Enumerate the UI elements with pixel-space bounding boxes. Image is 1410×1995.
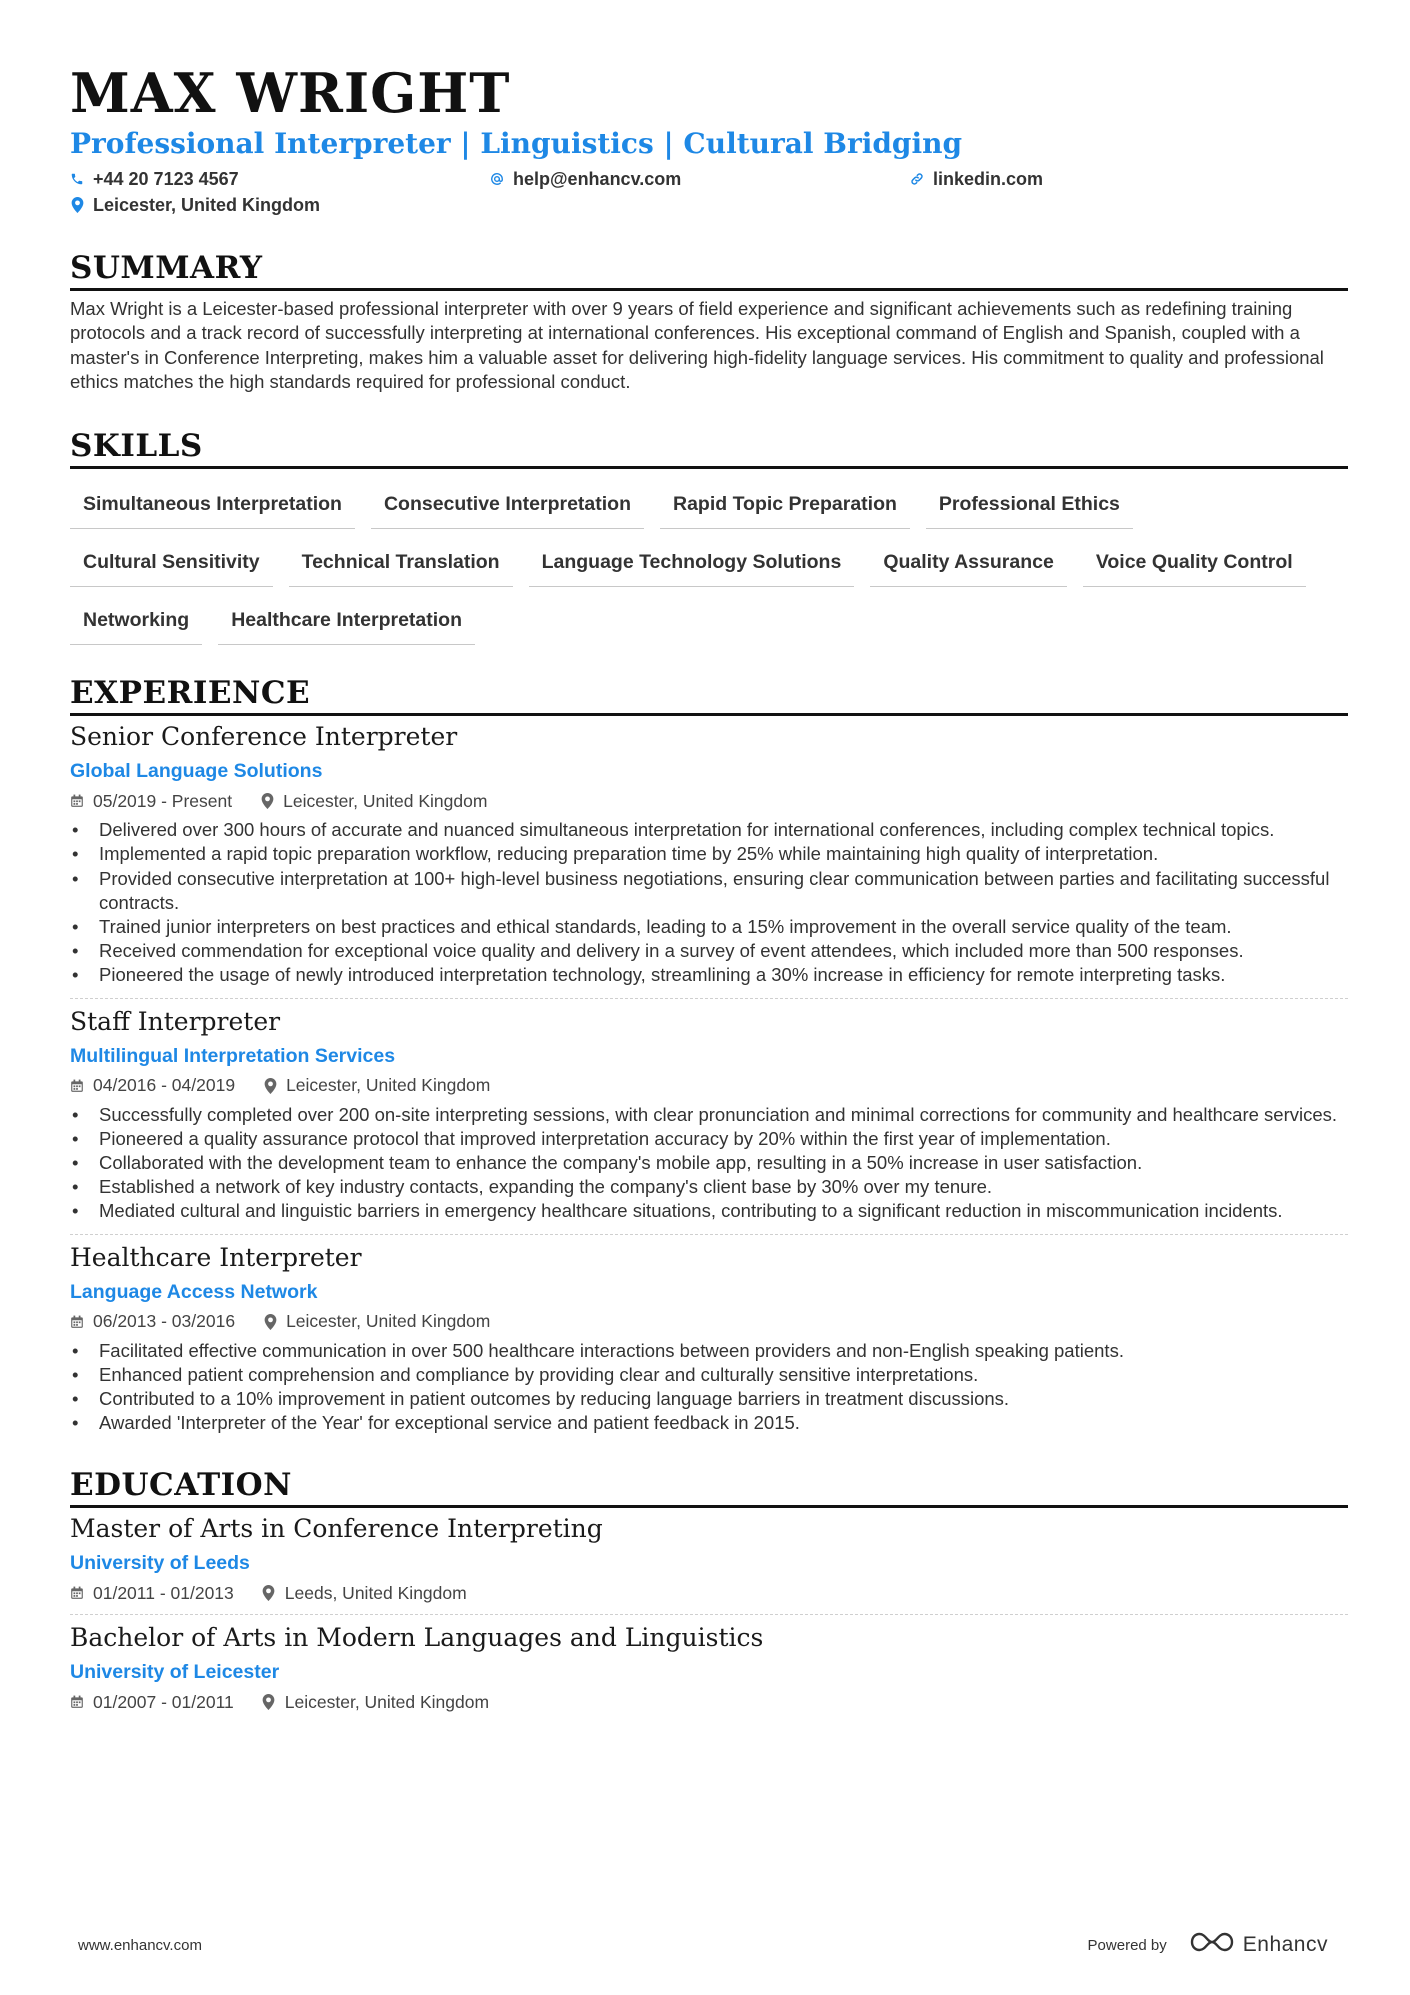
- skill-tag: Professional Ethics: [926, 483, 1133, 529]
- skills-section: [70, 426, 1348, 645]
- job-bullet: • Enhanced patient comprehension and compliance by providing clear and culturally sensitive interpretations.: [70, 1363, 1348, 1387]
- education-dates-text: 01/2011 - 01/2013: [93, 1582, 234, 1603]
- calendar-icon: [70, 1315, 84, 1329]
- job-bullets: [70, 818, 1348, 987]
- job-dates: [70, 1311, 235, 1332]
- job-meta: [70, 1311, 1348, 1333]
- skill-tag: Cultural Sensitivity: [70, 541, 273, 587]
- education-degree: Bachelor of Arts in Modern Languages and Linguistics: [70, 1623, 764, 1653]
- experience-heading: EXPERIENCE: [70, 673, 1348, 716]
- job-meta: [70, 790, 1348, 812]
- education-degree: Master of Arts in Conference Interpreting: [70, 1514, 603, 1544]
- calendar-icon: [70, 794, 84, 808]
- job-bullet: • Facilitated effective communication in over 500 healthcare interactions between providers and non-English speaking patients.: [70, 1339, 1348, 1363]
- job-role: Senior Conference Interpreter: [70, 722, 458, 752]
- skills-list: [70, 483, 1348, 645]
- job-bullets: [70, 1103, 1348, 1224]
- skill-tag: Simultaneous Interpretation: [70, 483, 355, 529]
- job-bullet: • Received commendation for exceptional voice quality and delivery in a survey of event attendees, which included more than 500 responses.: [70, 939, 1348, 963]
- contact-row-2: [70, 192, 1348, 218]
- skill-tag: Healthcare Interpretation: [218, 599, 475, 645]
- education-dates: [70, 1583, 234, 1604]
- job-bullet: • Collaborated with the development team to enhance the company's mobile app, resulting in a 50% increase in user satisfaction.: [70, 1151, 1348, 1175]
- phone-text[interactable]: +44 20 7123 4567: [93, 168, 239, 189]
- resume-page: [70, 0, 1348, 1713]
- job-location: [263, 1311, 490, 1332]
- job-role: Staff Interpreter: [70, 1006, 281, 1036]
- job-location: [260, 791, 487, 812]
- entry-divider: [70, 1234, 1348, 1235]
- education-location: [262, 1692, 489, 1713]
- contact-phone: [70, 169, 490, 190]
- contact-location: [70, 195, 320, 216]
- calendar-icon: [70, 1079, 84, 1093]
- skill-tag: Quality Assurance: [870, 541, 1067, 587]
- job-dates-text: 04/2016 - 04/2019: [93, 1075, 236, 1096]
- skill-tag: Rapid Topic Preparation: [660, 483, 910, 529]
- job-entry: [70, 720, 1348, 987]
- education-meta: [70, 1691, 1348, 1713]
- education-location: [262, 1583, 467, 1604]
- job-company: Language Access Network: [70, 1280, 318, 1303]
- summary-heading: SUMMARY: [70, 248, 1348, 291]
- powered-by-label: Powered by: [1087, 1936, 1167, 1954]
- experience-section: [70, 673, 1348, 1435]
- location-pin-icon: [70, 198, 84, 212]
- job-company: Multilingual Interpretation Services: [70, 1044, 396, 1067]
- skill-tag: Technical Translation: [289, 541, 513, 587]
- skill-tag: Networking: [70, 599, 202, 645]
- job-bullet: • Pioneered a quality assurance protocol that improved interpretation accuracy by 20% within the first year of implementation.: [70, 1127, 1348, 1151]
- job-location-text: Leicester, United Kingdom: [286, 1075, 491, 1096]
- education-section: [70, 1465, 1348, 1713]
- job-location-text: Leicester, United Kingdom: [286, 1311, 491, 1332]
- job-bullet: • Trained junior interpreters on best practices and ethical standards, leading to a 15% improvement in the overall service quality of the team.: [70, 915, 1348, 939]
- contact-linkedin: [910, 169, 1043, 190]
- job-bullet: • Pioneered the usage of newly introduced interpretation technology, streamlining a 30% increase in efficiency for remote interpreting tasks.: [70, 963, 1348, 987]
- job-dates: [70, 1075, 235, 1096]
- page-footer: [78, 1930, 1328, 1960]
- skill-tag: Consecutive Interpretation: [371, 483, 644, 529]
- location-pin-icon: [260, 794, 274, 808]
- job-role: Healthcare Interpreter: [70, 1242, 362, 1272]
- location-pin-icon: [262, 1695, 276, 1709]
- entry-divider: [70, 1614, 1348, 1615]
- location-pin-icon: [262, 1586, 276, 1600]
- location-pin-icon: [263, 1315, 277, 1329]
- job-bullet: • Delivered over 300 hours of accurate and nuanced simultaneous interpretation for international conferences, including complex technical topics.: [70, 818, 1348, 842]
- job-entry: [70, 1005, 1348, 1224]
- footer-powered: [1088, 1930, 1328, 1960]
- enhancv-brand-text: Enhancv: [1242, 1933, 1328, 1956]
- education-entry: [70, 1512, 1348, 1604]
- job-bullet: • Provided consecutive interpretation at 100+ high-level business negotiations, ensuring clear communication between parties and facilitating successful contracts.: [70, 867, 1348, 915]
- contact-email: [490, 169, 910, 190]
- education-entry: [70, 1621, 1348, 1713]
- job-bullet: • Established a network of key industry contacts, expanding the company's client base by 30% over my tenure.: [70, 1175, 1348, 1199]
- education-school: University of Leicester: [70, 1661, 280, 1684]
- footer-website[interactable]: www.enhancv.com: [78, 1936, 202, 1954]
- at-icon: [490, 172, 504, 186]
- job-bullet: • Awarded 'Interpreter of the Year' for exceptional service and patient feedback in 2015.: [70, 1411, 1348, 1435]
- link-icon: [910, 172, 924, 186]
- skill-tag: Language Technology Solutions: [529, 541, 855, 587]
- location-text: Leicester, United Kingdom: [93, 194, 321, 215]
- job-location: [263, 1075, 490, 1096]
- enhancv-logo-icon: [1189, 1930, 1235, 1960]
- calendar-icon: [70, 1695, 84, 1709]
- entry-divider: [70, 998, 1348, 999]
- job-entry: [70, 1241, 1348, 1436]
- calendar-icon: [70, 1586, 84, 1600]
- location-pin-icon: [263, 1079, 277, 1093]
- contact-row: [70, 166, 1348, 192]
- job-company: Global Language Solutions: [70, 760, 323, 783]
- job-bullets: [70, 1339, 1348, 1436]
- linkedin-text[interactable]: linkedin.com: [933, 168, 1044, 189]
- candidate-headline: Professional Interpreter | Linguistics | Cultural Bridging: [70, 127, 963, 160]
- education-dates-text: 01/2007 - 01/2011: [93, 1691, 234, 1712]
- enhancv-logo[interactable]: [1189, 1930, 1328, 1960]
- job-dates-text: 05/2019 - Present: [93, 790, 233, 811]
- education-location-text: Leeds, United Kingdom: [284, 1582, 467, 1603]
- job-dates: [70, 791, 232, 812]
- summary-section: [70, 248, 1348, 394]
- skill-tag: Voice Quality Control: [1083, 541, 1306, 587]
- education-dates: [70, 1692, 234, 1713]
- job-location-text: Leicester, United Kingdom: [283, 790, 488, 811]
- skills-heading: SKILLS: [70, 426, 1348, 469]
- job-dates-text: 06/2013 - 03/2016: [93, 1311, 236, 1332]
- education-heading: EDUCATION: [70, 1465, 1348, 1508]
- education-meta: [70, 1582, 1348, 1604]
- email-text[interactable]: help@enhancv.com: [513, 168, 682, 189]
- education-school: University of Leeds: [70, 1552, 250, 1575]
- job-bullet: • Successfully completed over 200 on-site interpreting sessions, with clear pronunciation and minimal corrections for community and healthcare services.: [70, 1103, 1348, 1127]
- job-bullet: • Contributed to a 10% improvement in patient outcomes by reducing language barriers in treatment discussions.: [70, 1387, 1348, 1411]
- candidate-name: MAX WRIGHT: [70, 61, 511, 125]
- job-bullet: • Implemented a rapid topic preparation workflow, reducing preparation time by 25% while maintaining high quality of interpretation.: [70, 842, 1348, 866]
- phone-icon: [70, 172, 84, 186]
- job-meta: [70, 1075, 1348, 1097]
- job-bullet: • Mediated cultural and linguistic barriers in emergency healthcare situations, contributing to a significant reduction in miscommunication incidents.: [70, 1199, 1348, 1223]
- summary-text: Max Wright is a Leicester-based professional interpreter with over 9 years of field experience and significant achievements such as redefining training protocols and a track record of successfully interpreting at international conferences. His exceptional command of English and Spanish, coupled with a master's in Conference Interpreting, makes him a valuable asset for delivering high-fidelity language services. His commitment to quality and professional ethics matches the high standards required for professional conduct.: [70, 298, 1324, 392]
- education-location-text: Leicester, United Kingdom: [284, 1691, 490, 1712]
